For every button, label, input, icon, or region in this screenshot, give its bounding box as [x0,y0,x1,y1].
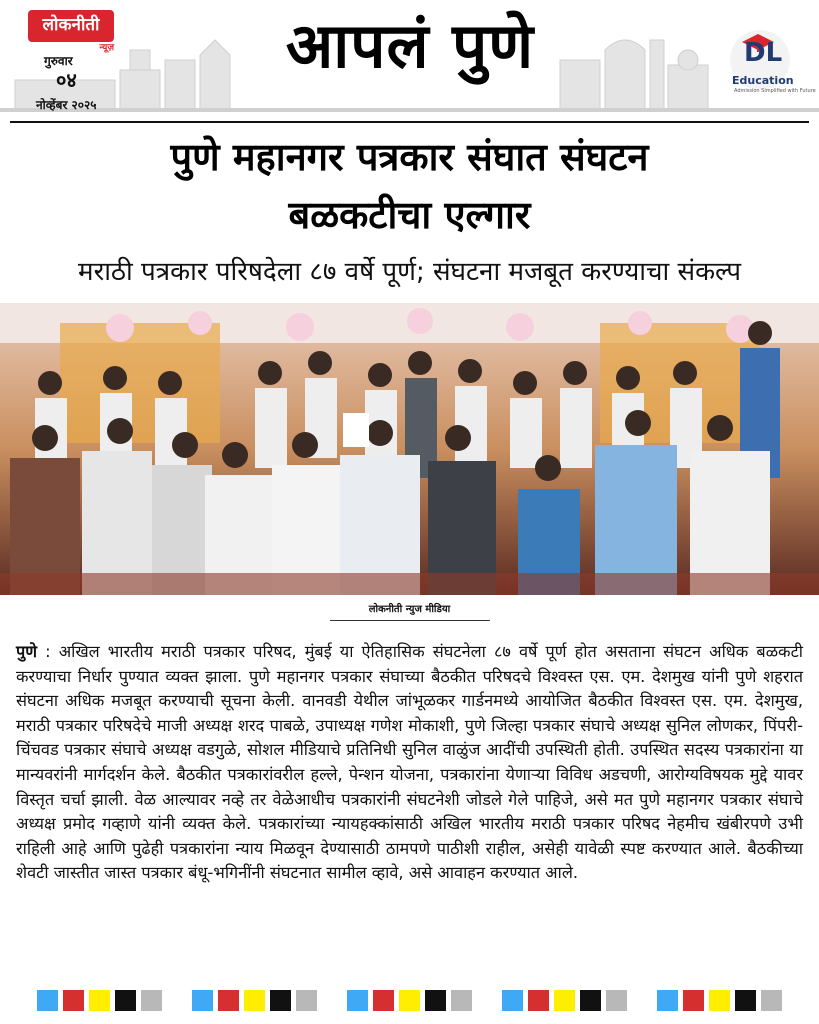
color-swatch [218,990,239,1011]
color-swatch [554,990,575,1011]
photo-caption: लोकनीती न्युज मीडिया [368,604,451,615]
color-swatch [141,990,162,1011]
headline-line-2: बळकटीचा एल्गार [288,193,531,237]
publication-title: आपलं पुणे [285,9,535,82]
caption-underline [330,620,490,621]
partner-logo-tagline: Admission Simplified with Future [734,88,816,94]
color-swatch [399,990,420,1011]
color-swatch [89,990,110,1011]
loknitee-logo [28,10,114,53]
article-text: : अखिल भारतीय मराठी पत्रकार परिषद, मुंबई या ऐतिहासिक संघटनेला ८७ वर्षे पूर्ण होत असताना संघटन अधिक बळकटी करण्याचा निर्धार पुण्यात व्यक्त झाला. पुणे महानगर पत्रकार संघाच्या बैठकीत परिषदचे विश्वस्त एस. एम. देशमुख यांनी पुणे शहरात संघटना अधिक मजबूत करण्याची सूचना केली. वानवडी येथील जांभूळकर गार्डनमध्ये आयोजित बैठकीत विश्वस्त एस. एम. देशमुख, मराठी पत्रकार परिषदेचे माजी अध्यक्ष शरद पाबळे, उपाध्यक्ष गणेश मोकाशी, पुणे जिल्हा पत्रकार संघाचे अध्यक्ष सुनिल लोणकर, पिंपरी-चिंचवड पत्रकार संघाचे अध्यक्ष वडगुळे, सोशल मीडियाचे प्रतिनिधी सुनिल वाळुंज आदींची उपस्थिती होती. उपस्थित सदस्य पत्रकारांना या मान्यवरांनी मार्गदर्शन केले. बैठकीत पत्रकारांवरील हल्ले, पेन्शन योजना, पत्रकारांना येणाऱ्या विविध अडचणी, आरोग्यविषयक मुद्दे यावर विस्तृत चर्चा झाली. वेळ आल्यावर नव्हे तर वेळेआधीच पत्रकारांनी संघटनेशी जोडले गेले पाहिजे, असे मत पुणे महानगर पत्रकार संघाचे अध्यक्ष प्रमोद गव्हाणे यांनी व्यक्त केले. पत्रकारांच्या न्यायहक्कांसाठी अखिल भारतीय मराठी पत्रकार परिषद नेहमीच खंबीरपणे उभी राहिली आहे आणि पुढेही पत्रकारांना न्याय मिळवून देण्यासाठी ठामपणे पाठीशी राहील, असेही यावेळी स्पष्ट करण्यात आले. बैठकीच्या शेवटी जास्तीत जास्त पत्रकार बंधू-भगिनींनी संघटनात सामील व्हावे, असे आवाहन करण्यात आले. [16,642,803,883]
dateline: पुणे [16,642,38,661]
masthead [0,0,819,122]
color-swatch [270,990,291,1011]
color-swatch [657,990,678,1011]
color-swatch [709,990,730,1011]
color-swatch [37,990,58,1011]
color-swatch [502,990,523,1011]
color-swatch [683,990,704,1011]
color-swatch [347,990,368,1011]
headline [0,128,819,244]
color-swatch [580,990,601,1011]
partner-logo-text: DL [744,38,783,68]
article-body [16,640,803,886]
issue-month-year: नोव्हेंबर २०२५ [36,98,97,112]
issue-day: गुरुवार [44,54,73,68]
color-swatch [735,990,756,1011]
headline-line-1: पुणे महानगर पत्रकार संघात संघटन [170,135,649,179]
issue-date: ०४ [56,68,77,92]
color-swatch [761,990,782,1011]
color-swatch [425,990,446,1011]
color-swatch [606,990,627,1011]
color-swatch-strip [0,990,819,1012]
logo-text: लोकनीती [42,15,100,35]
group-photo [0,303,819,595]
logo-subtext: न्यूज़ [99,43,114,53]
color-swatch [244,990,265,1011]
color-swatch [451,990,472,1011]
color-swatch [373,990,394,1011]
masthead-divider [10,121,809,123]
color-swatch [528,990,549,1011]
partner-logo-subtitle: Education [732,74,794,87]
color-swatch [115,990,136,1011]
color-swatch [192,990,213,1011]
subheadline: मराठी पत्रकार परिषदेला ८७ वर्षे पूर्ण; संघटना मजबूत करण्याचा संकल्प [78,257,741,287]
color-swatch [63,990,84,1011]
color-swatch [296,990,317,1011]
